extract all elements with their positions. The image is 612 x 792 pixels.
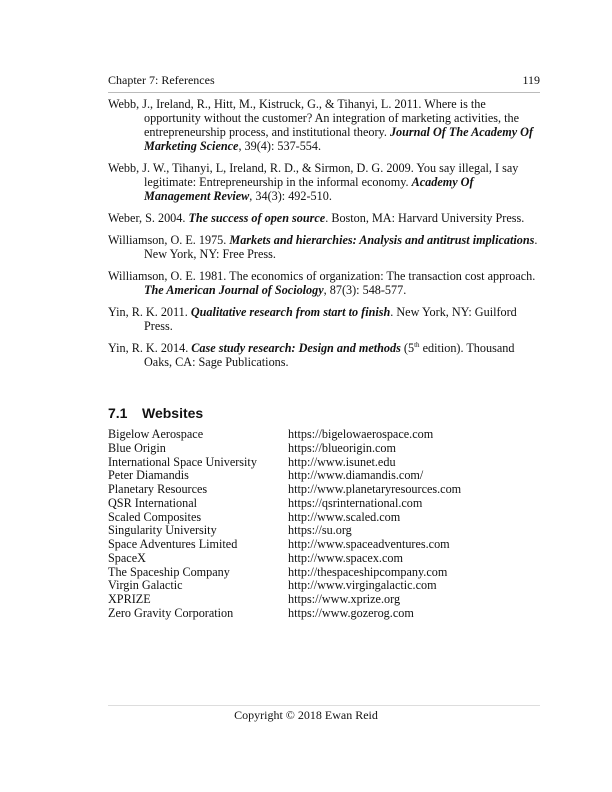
website-url[interactable]: http://www.spaceadventures.com	[288, 537, 450, 551]
website-row	[108, 524, 461, 538]
website-url[interactable]: https://su.org	[288, 523, 352, 538]
website-row	[108, 566, 461, 580]
reference-text: . New York, NY: Guilford Press.	[144, 305, 517, 333]
website-name: QSR International	[108, 495, 198, 510]
reference-text: Williamson, O. E. 1981. The economics of organization: The transaction cost approach.	[108, 269, 536, 283]
website-row	[108, 497, 461, 511]
reference-text: Webb, J., Ireland, R., Hitt, M., Kistruck, G., & Tihanyi, L. 2011. Where is the opportunity without the customer? An integration of marketing activities, the entrepreneurship process, and institutional theory.	[108, 97, 520, 139]
website-url[interactable]: https://blueorigin.com	[288, 440, 396, 455]
reference-text: th	[414, 340, 420, 349]
website-url[interactable]: http://www.isunet.edu	[288, 454, 396, 469]
reference-entry	[108, 233, 542, 261]
website-url[interactable]: http://www.scaled.com	[288, 509, 401, 524]
website-row	[108, 469, 461, 483]
website-name: Bigelow Aerospace	[108, 427, 204, 441]
website-name: SpaceX	[108, 550, 146, 565]
website-url[interactable]: https://bigelowaerospace.com	[288, 427, 434, 441]
reference-entry	[108, 269, 542, 297]
reference-text: . Boston, MA: Harvard University Press.	[325, 211, 525, 225]
website-url[interactable]: https://www.xprize.org	[288, 592, 401, 606]
reference-text: , 87(3): 548-577.	[323, 283, 407, 297]
reference-entry	[108, 161, 542, 203]
reference-source-title: Academy Of Management Review	[144, 175, 474, 203]
reference-text: (5	[400, 341, 415, 355]
reference-text: Williamson, O. E. 1975.	[108, 233, 230, 247]
website-url[interactable]: http://www.diamandis.com/	[288, 468, 424, 483]
website-row	[108, 483, 461, 497]
website-name: Singularity University	[108, 523, 217, 538]
website-name: Blue Origin	[108, 440, 166, 455]
website-row	[108, 456, 461, 470]
reference-entry	[108, 211, 542, 225]
reference-source-title: Qualitative research from start to finish	[190, 305, 391, 319]
section-heading	[108, 405, 203, 421]
reference-entry	[108, 341, 542, 369]
website-url[interactable]: https://www.gozerog.com	[288, 605, 414, 620]
website-row	[108, 428, 461, 442]
reference-source-title: Markets and hierarchies: Analysis and antitrust implications	[229, 233, 535, 247]
reference-entry	[108, 305, 542, 333]
website-url[interactable]: http://www.virgingalactic.com	[288, 578, 437, 593]
website-url[interactable]: https://qsrinternational.com	[288, 495, 423, 510]
reference-source-title: Case study research: Design and methods	[191, 341, 401, 355]
website-name: The Spaceship Company	[108, 564, 230, 579]
website-row	[108, 593, 461, 607]
header-divider	[108, 92, 540, 93]
website-name: Peter Diamandis	[108, 468, 189, 483]
section-number: 7.1	[108, 405, 128, 421]
reference-source-title: The American Journal of Sociology	[144, 283, 324, 297]
reference-text: Yin, R. K. 2014.	[108, 341, 192, 355]
reference-source-title: The success of open source	[188, 211, 326, 225]
chapter-title: Chapter 7: References	[108, 73, 215, 87]
page-number: 119	[522, 73, 540, 87]
website-row	[108, 607, 461, 621]
website-row	[108, 579, 461, 593]
website-row	[108, 511, 461, 525]
reference-text: Webb, J. W., Tihanyi, L, Ireland, R. D., & Sirmon, D. G. 2009. You say illegal, I say legitimate: Entrepreneurship in the informal economy.	[108, 161, 519, 189]
website-row	[108, 442, 461, 456]
reference-text: , 39(4): 537-554.	[238, 139, 322, 153]
website-row	[108, 538, 461, 552]
website-name: Virgin Galactic	[108, 578, 183, 593]
reference-text: Weber, S. 2004.	[108, 211, 189, 225]
website-name: Space Adventures Limited	[108, 537, 238, 551]
section-title: Websites	[142, 405, 204, 421]
reference-text: . New York, NY: Free Press.	[144, 233, 538, 261]
website-url[interactable]: http://thespaceshipcompany.com	[288, 564, 448, 579]
reference-text: edition). Thousand Oaks, CA: Sage Publications.	[144, 341, 515, 369]
footer-divider	[108, 705, 540, 706]
website-url[interactable]: http://www.planetaryresources.com	[288, 482, 462, 496]
copyright-footer: Copyright © 2018 Ewan Reid	[234, 708, 378, 722]
reference-source-title: Journal Of The Academy Of Marketing Science	[144, 125, 534, 153]
websites-list	[108, 428, 461, 621]
website-name: International Space University	[108, 454, 257, 469]
reference-entry	[108, 97, 542, 153]
page-header	[108, 73, 540, 88]
website-name: XPRIZE	[108, 592, 151, 606]
website-name: Planetary Resources	[108, 482, 208, 496]
website-name: Scaled Composites	[108, 509, 202, 524]
reference-text: , 34(3): 492-510.	[249, 189, 332, 203]
website-name: Zero Gravity Corporation	[108, 605, 234, 620]
reference-text: Yin, R. K. 2011.	[108, 305, 191, 319]
reference-list	[108, 97, 542, 377]
website-row	[108, 552, 461, 566]
website-url[interactable]: http://www.spacex.com	[288, 550, 403, 565]
